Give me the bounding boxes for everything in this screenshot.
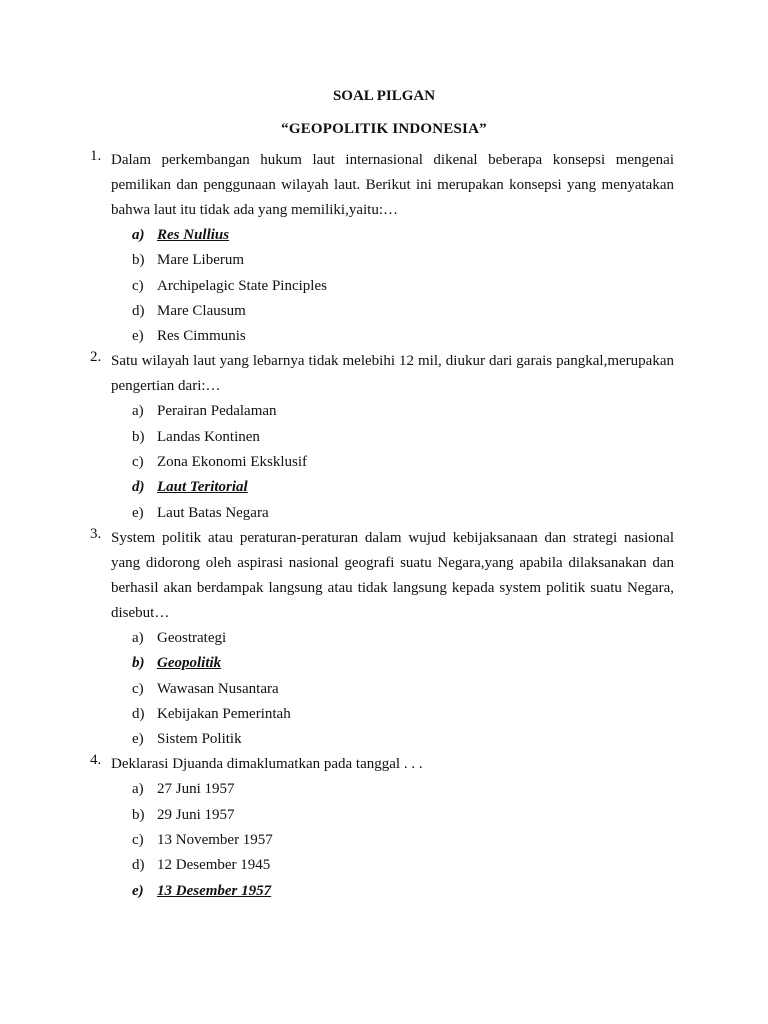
option-letter: e): [132, 731, 144, 748]
option-letter: b): [132, 428, 145, 445]
option-b: [0, 651, 768, 676]
option-c: [0, 828, 768, 853]
option-letter: c): [132, 277, 144, 294]
option-text: Mare Clausum: [157, 302, 246, 319]
option-letter: c): [132, 832, 144, 849]
option-letter: c): [132, 454, 144, 471]
option-a: [0, 626, 768, 651]
question-list: [0, 148, 768, 904]
option-text: Kebijakan Pemerintah: [157, 705, 291, 722]
option-text: Zona Ekonomi Eksklusif: [157, 454, 307, 471]
option-e: [0, 727, 768, 752]
option-letter: e): [132, 504, 144, 521]
option-b: [0, 248, 768, 273]
option-text: 13 November 1957: [157, 832, 273, 849]
option-text: 12 Desember 1945: [157, 857, 271, 874]
option-a: [0, 777, 768, 802]
option-e: [0, 501, 768, 526]
option-text: Mare Liberum: [157, 252, 245, 269]
option-text: Geostrategi: [157, 629, 227, 646]
question-3: [0, 526, 768, 752]
question-number: 3.: [90, 525, 102, 542]
question-text: Satu wilayah laut yang lebarnya tidak melebihi 12 mil, diukur dari garais pangkal,merupakan pengertian dari:…: [111, 353, 674, 395]
option-letter: e): [132, 882, 144, 899]
option-letter: d): [132, 705, 145, 722]
option-text: 29 Juni 1957: [157, 806, 235, 823]
question-text: Deklarasi Djuanda dimaklumatkan pada tanggal . . .: [111, 756, 423, 773]
option-text: Wawasan Nusantara: [157, 680, 279, 697]
option-d: [0, 475, 768, 500]
option-b: [0, 425, 768, 450]
option-text: Landas Kontinen: [157, 428, 260, 445]
option-e: [0, 879, 768, 904]
option-text: 27 Juni 1957: [157, 781, 235, 798]
option-c: [0, 677, 768, 702]
option-letter: c): [132, 680, 144, 697]
option-letter: a): [132, 403, 144, 420]
option-letter: d): [132, 479, 145, 496]
option-e: [0, 324, 768, 349]
question-number: 2.: [90, 349, 102, 366]
option-letter: a): [132, 629, 144, 646]
option-c: [0, 450, 768, 475]
question-1: [0, 148, 768, 349]
question-text: System politik atau peraturan-peraturan dalam wujud kebijaksanaan dan strategi nasional yang didorong oleh aspirasi nasional geografi suatu Negara,yang apabila dilaksanakan dan berhasil akan berdampak langsung atau tidak langsung kepada system politik suatu Negara, disebut…: [111, 529, 674, 621]
option-text: Archipelagic State Pinciples: [157, 277, 327, 294]
option-letter: b): [132, 655, 145, 672]
option-letter: d): [132, 302, 145, 319]
option-text: 13 Desember 1957: [157, 882, 272, 899]
option-letter: a): [132, 781, 144, 798]
document-title: SOAL PILGAN: [332, 88, 436, 104]
option-text: Laut Teritorial: [157, 479, 248, 496]
option-a: [0, 223, 768, 248]
option-letter: a): [132, 227, 145, 243]
option-text: Geopolitik: [157, 655, 222, 672]
option-text: Laut Batas Negara: [157, 504, 269, 521]
option-letter: b): [132, 806, 145, 823]
option-letter: b): [132, 252, 145, 269]
option-text: Res Cimmunis: [157, 328, 246, 345]
option-letter: d): [132, 857, 145, 874]
option-b: [0, 803, 768, 828]
option-d: [0, 853, 768, 878]
option-text: Perairan Pedalaman: [157, 403, 277, 420]
option-d: [0, 702, 768, 727]
document-subtitle: “GEOPOLITIK INDONESIA”: [281, 121, 487, 137]
question-number: 1.: [90, 148, 102, 164]
option-a: [0, 399, 768, 424]
question-4: [0, 752, 768, 903]
option-d: [0, 299, 768, 324]
question-text: Dalam perkembangan hukum laut internasional dikenal beberapa konsepsi mengenai pemilikan dan penggunaan wilayah laut. Berikut ini merupakan konsepsi yang menyatakan bahwa laut itu tidak ada yang memiliki,yaitu:…: [111, 152, 674, 218]
question-2: [0, 349, 768, 525]
option-text: Sistem Politik: [157, 731, 242, 748]
question-number: 4.: [90, 752, 102, 769]
option-text: Res Nullius: [157, 227, 230, 243]
option-letter: e): [132, 328, 144, 345]
option-c: [0, 274, 768, 299]
